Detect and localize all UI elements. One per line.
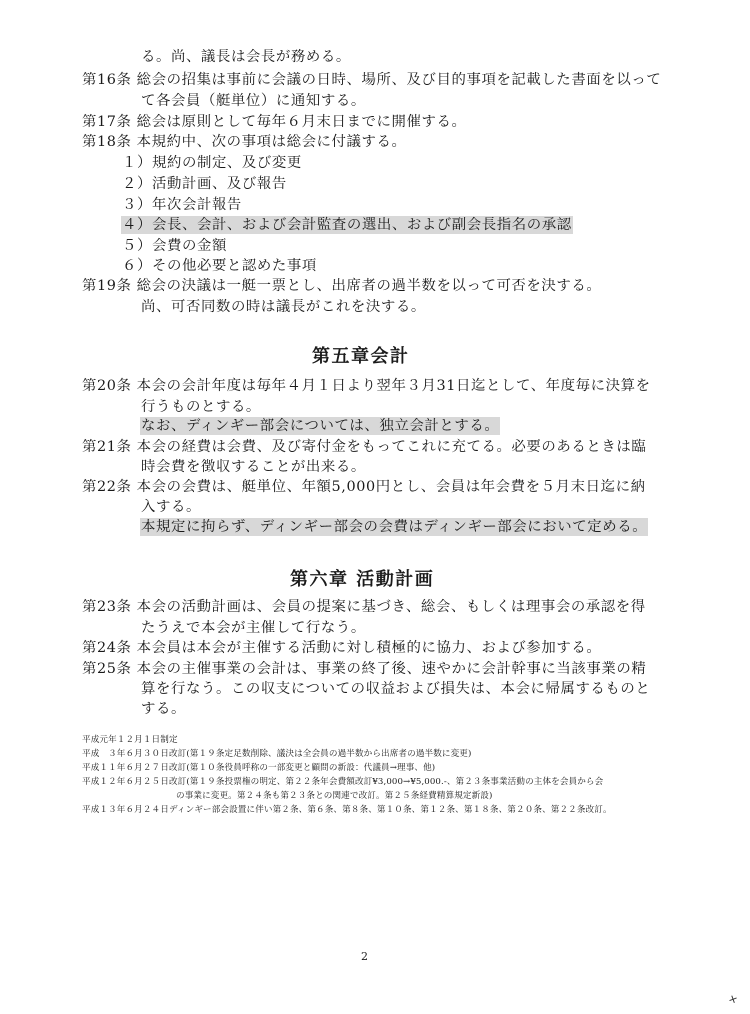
article-line: する。 — [141, 701, 186, 717]
history-note: 平成 ３年６月３０日改訂(第１９条定足数削除、議決は全会員の過半数から出席者の過半数に変更) — [82, 749, 472, 759]
article-line: る。尚、議長は会長が務める。 — [141, 49, 351, 65]
article-line: 行うものとする。 — [141, 399, 261, 415]
article-line: たうえで本会が主催して行なう。 — [141, 620, 366, 636]
article-line — [122, 215, 572, 235]
chapter-heading: 第六章 活動計画 — [290, 569, 435, 590]
history-note: 平成１１年６月２７日改訂(第１０条役員呼称の一部変更と顧問の新設：代議員→理事、他) — [82, 763, 436, 773]
article-line: １）規約の制定、及び変更 — [122, 155, 302, 171]
article-line: 第19条 総会の決議は一艇一票とし、出席者の過半数を以って可否を決する。 — [82, 278, 602, 294]
article-line: 第16条 総会の招集は事前に会議の日時、場所、及び目的事項を記載した書面を以って — [82, 72, 662, 88]
highlighted-text: 本規定に拘らず、ディンギー部会の会費はディンギー部会において定める。 — [141, 519, 648, 535]
article-line: て各会員（艇単位）に通知する。 — [141, 93, 366, 109]
article-line — [141, 416, 499, 436]
article-line: 時会費を徴収することが出来る。 — [141, 459, 366, 475]
article-line: 第18条 本規約中、次の事項は総会に付議する。 — [82, 134, 407, 150]
page-number: 2 — [361, 950, 368, 963]
margin-mark: + — [725, 990, 741, 1008]
chapter-heading: 第五章会計 — [312, 346, 410, 367]
article-line: 第23条 本会の活動計画は、会員の提案に基づき、総会、もしくは理事会の承認を得 — [82, 599, 646, 615]
highlighted-text: ４）会長、会計、および会計監査の選出、および副会長指名の承認 — [122, 217, 572, 233]
article-line: ６）その他必要と認めた事項 — [122, 258, 317, 274]
article-line: 第24条 本会員は本会が主催する活動に対し積極的に協力、および参加する。 — [82, 640, 602, 656]
article-line: 第20条 本会の会計年度は毎年４月１日より翌年３月31日迄として、年度毎に決算を — [82, 378, 651, 394]
article-line — [141, 517, 647, 537]
history-note: 平成元年１２月１日制定 — [82, 735, 178, 745]
article-line: 尚、可否同数の時は議長がこれを決する。 — [141, 299, 426, 315]
history-note: 平成１２年６月２５日改訂(第１９条投票権の明定、第２２条年会費額改訂¥3,000→¥5,000.-、第２３条事業活動の主体を会員から会 — [82, 777, 604, 787]
article-line: ２）活動計画、及び報告 — [122, 176, 287, 192]
highlighted-text: なお、ディンギー部会については、独立会計とする。 — [141, 418, 500, 434]
article-line: ３）年次会計報告 — [122, 197, 242, 213]
article-line: ５）会費の金額 — [122, 238, 227, 254]
article-line: 第17条 総会は原則として毎年６月末日までに開催する。 — [82, 114, 467, 130]
article-line: 第25条 本会の主催事業の会計は、事業の終了後、速やかに会計幹事に当該事業の精 — [82, 661, 647, 677]
history-note: 平成１３年６月２４日ディンギー部会設置に伴い第２条、第６条、第８条、第１０条、第１２条、第１８条、第２０条、第２２条改訂。 — [82, 805, 612, 815]
article-line: 入する。 — [141, 499, 201, 515]
article-line: 算を行なう。この収支についての収益および損失は、本会に帰属するものと — [141, 681, 651, 697]
article-line: 第21条 本会の経費は会費、及び寄付金をもってこれに充てる。必要のあるときは臨 — [82, 439, 647, 455]
article-line: 第22条 本会の会費は、艇単位、年額5,000円とし、会員は年会費を５月末日迄に納 — [82, 479, 646, 495]
history-note: の事業に変更。第２４条も第２３条との関連で改訂。第２５条経費精算規定新設) — [176, 791, 493, 801]
